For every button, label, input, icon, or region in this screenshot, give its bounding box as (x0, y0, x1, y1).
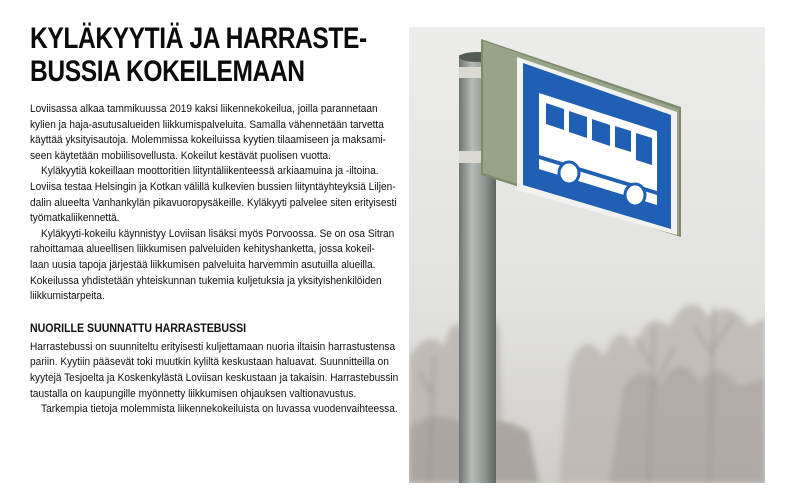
text-line: dalin alueelta Vanhankylän pikavuoropysäkeille. Kyläkyyti palvelee siten erityisesti (30, 196, 397, 209)
headline-line: KYLÄKYYTIÄ JA HARRASTE- (30, 22, 367, 55)
subheading: NUORILLE SUUNNATTU HARRASTEBUSSI (30, 322, 247, 335)
article (30, 22, 399, 418)
text-line: liikkumistarpeita. (30, 290, 105, 303)
text-line: taustalla on kaupungille myönnetty liikkumisen ohjauksen valtionavustus. (30, 387, 357, 400)
text-line: kylien ja haja-asutusalueiden liikkumispalveluita. Samalla vähennetään tarvetta (30, 118, 384, 131)
paragraph (30, 227, 395, 305)
text-line: työmatkaliikennettä. (30, 212, 120, 225)
text-line: Kyläkyyti-kokeilu käynnistyy Loviisan lisäksi myös Porvoossa. Se on osa Sitran (41, 227, 395, 240)
paragraph (30, 402, 398, 418)
text-line: rahoittamaa alueellisen liikkumisen palveluiden kehityshanketta, jossa kokeil- (30, 243, 375, 256)
text-line: Loviisassa alkaa tammikuussa 2019 kaksi liikennekokeilua, joilla parannetaan (30, 103, 378, 115)
text-line: kyytejä Tesjoelta ja Koskenkylästä Loviisan keskustaan ja takaisin. Harrastebussin (30, 371, 399, 384)
bus-stop-photo (409, 27, 765, 483)
paragraph (30, 164, 395, 226)
text-line: seen käytetään mobiilisovellusta. Kokeilut kestävät puolisen vuotta. (30, 149, 331, 162)
text-line: pariin. Kyytiin pääsevät toki muutkin kyliltä keskustaan haluavat. Suunnitteilla on (30, 356, 389, 369)
article-body (30, 102, 399, 418)
text-line: Kyläkyytiä kokeillaan moottoritien liityntäliikenteessä arkiaamuina ja -iltoina. (41, 165, 379, 178)
text-line: käyttää yksityisautoja. Molemmissa kokeiluissa kyytien tilaamiseen ja maksami- (30, 134, 387, 147)
headline-line: BUSSIA KOKEILEMAAN (30, 55, 305, 88)
text-line: laan uusia tapoja järjestää liikkumisen palveluita harvemmin asutuilla alueilla. (30, 258, 376, 271)
paragraph (30, 102, 395, 164)
text-line: Loviisa testaa Helsingin ja Kotkan välillä kulkevien bussien liityntäyhteyksiä Liljen- (30, 180, 396, 193)
article-headline (30, 22, 391, 88)
text-line: Tarkempia tietoja molemmista liikennekokeiluista on luvassa vuodenvaihteessa. (41, 403, 398, 416)
text-line: Kokeilussa yhdistetään yhteiskunnan tukemia kuljetuksia ja yksityishenkilöiden (30, 274, 382, 287)
paragraph (30, 340, 399, 402)
text-line: Harrastebussi on suunniteltu erityisesti kuljettamaan nuoria iltaisin harrastustensa (30, 340, 396, 353)
bus-stop-sign-icon (409, 27, 765, 483)
